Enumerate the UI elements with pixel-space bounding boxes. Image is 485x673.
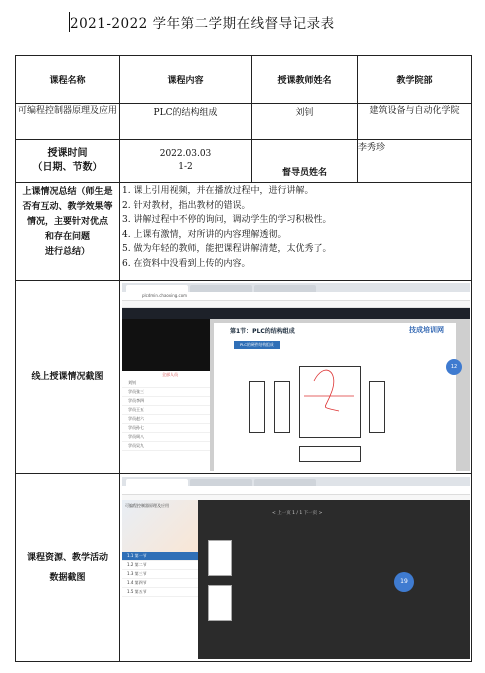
browser-tab-bar — [122, 283, 470, 292]
pager[interactable]: < 上一页 1 / 1 下一页 > — [272, 510, 323, 516]
course-name-cell: 可编程控制器原理及应用 — [16, 104, 120, 140]
class-time-label-line1: 授课时间 — [47, 148, 88, 159]
course-content-header: 课程内容 — [120, 56, 252, 104]
address-bar: plcdmin.chaoxing.com — [122, 292, 470, 301]
course-name-header: 课程名称 — [16, 56, 120, 104]
participant-item: 刘钊 — [122, 379, 210, 388]
summary-label-line: 和存在问题 — [44, 232, 90, 242]
resources-screenshot-label — [16, 474, 120, 662]
college-header: 教学院部 — [358, 56, 472, 104]
supervisor-cell: 李秀珍 — [358, 140, 472, 183]
browser-tab — [126, 479, 188, 486]
chapter-item[interactable]: 1.5 第五节 — [122, 588, 198, 597]
chapter-panel — [122, 500, 198, 659]
participant-item: 学员李四 — [122, 397, 210, 406]
page-title: 2021-2022 学年第二学期在线督导记录表 — [70, 16, 335, 32]
summary-label-line: 上课情况总结（师生是 — [22, 187, 113, 197]
logo: 技成培训网 — [409, 326, 444, 334]
participant-panel — [122, 319, 210, 471]
online-class-screenshot-cell — [120, 281, 472, 474]
summary-label-line: 否有互动、教学效果等 — [22, 202, 113, 212]
browser-tab — [254, 479, 316, 486]
browser-tab — [254, 285, 316, 292]
participant-list-header: 全部人员 — [162, 372, 178, 377]
document-viewer — [122, 500, 470, 659]
slide-area — [210, 319, 470, 471]
page-thumbnail[interactable] — [208, 540, 232, 576]
participant-item: 学员孙七 — [122, 424, 210, 433]
class-time-label-line2: （日期、节数） — [32, 162, 103, 173]
chapter-item[interactable]: 1.3 第三节 — [122, 570, 198, 579]
bookmarks-bar — [122, 301, 470, 308]
address-bar — [122, 486, 470, 495]
summary-item: 3. 讲解过程中不停的询问，调动学生的学习积极性。 — [122, 215, 332, 225]
resources-screenshot-cell — [120, 474, 472, 662]
supervision-record-table — [15, 55, 472, 662]
summary-item: 1. 课上引用视频，并在播放过程中，进行讲解。 — [122, 186, 314, 196]
course-content-cell: PLC的结构组成 — [120, 104, 252, 140]
chapter-item[interactable]: 1.4 第四节 — [122, 579, 198, 588]
teacher-video — [122, 319, 210, 371]
teacher-cell: 刘钊 — [252, 104, 358, 140]
class-date: 2022.03.03 — [159, 149, 212, 159]
class-time-cell — [120, 140, 252, 183]
supervisor-header: 督导员姓名 — [252, 140, 358, 183]
browser-tab-bar — [122, 477, 470, 486]
page-thumbnail[interactable] — [208, 585, 232, 621]
chapter-item[interactable]: 1.2 第二节 — [122, 561, 198, 570]
summary-label — [16, 183, 120, 281]
slide-title: 第1节：PLC的结构组成 — [230, 328, 295, 335]
browser-tab — [190, 285, 252, 292]
summary-item: 6. 在资料中没看到上传的内容。 — [122, 258, 251, 269]
browser-tab — [126, 285, 188, 292]
class-time-label — [16, 140, 120, 183]
summary-item: 5. 做为年轻的教师，能把课程讲解清楚，太优秀了。 — [122, 244, 332, 254]
participant-list — [122, 379, 210, 451]
summary-label-line: 情况，主要针对优点 — [26, 217, 108, 227]
teacher-header: 授课教师姓名 — [252, 56, 358, 104]
chapter-item[interactable]: 1.1 第一节 — [122, 552, 198, 561]
pen-annotations — [244, 351, 384, 471]
slide — [214, 323, 456, 471]
online-class-screenshot — [122, 283, 470, 471]
participant-item: 学员吴九 — [122, 442, 210, 451]
participant-item: 学员赵六 — [122, 415, 210, 424]
participant-item: 学员王五 — [122, 406, 210, 415]
summary-item: 2. 针对教材，指出教材的错误。 — [122, 200, 251, 211]
participant-item: 学员周八 — [122, 433, 210, 442]
online-count-badge: 12 — [446, 359, 462, 375]
slide-subtitle: PLC的硬件结构组成 — [234, 341, 280, 349]
summary-notes — [120, 183, 472, 281]
browser-tab — [190, 479, 252, 486]
plc-structure-diagram — [244, 351, 384, 471]
participant-item: 学员张三 — [122, 388, 210, 397]
summary-label-line: 进行总结） — [44, 247, 90, 257]
summary-item: 4. 上课有激情，对所讲的内容理解透彻。 — [122, 229, 287, 240]
online-count-badge: 19 — [394, 572, 414, 592]
course-banner: 可编程控制器原理及应用 — [122, 500, 198, 552]
online-class-screenshot-label: 线上授课情况截图 — [16, 281, 120, 474]
class-periods: 1-2 — [178, 162, 193, 172]
resources-label-line: 数据截图 — [49, 572, 86, 583]
college-cell: 建筑设备与自动化学院 — [358, 104, 472, 140]
resources-label-line: 课程资源、教学活动 — [26, 552, 108, 563]
resources-screenshot — [122, 477, 470, 659]
